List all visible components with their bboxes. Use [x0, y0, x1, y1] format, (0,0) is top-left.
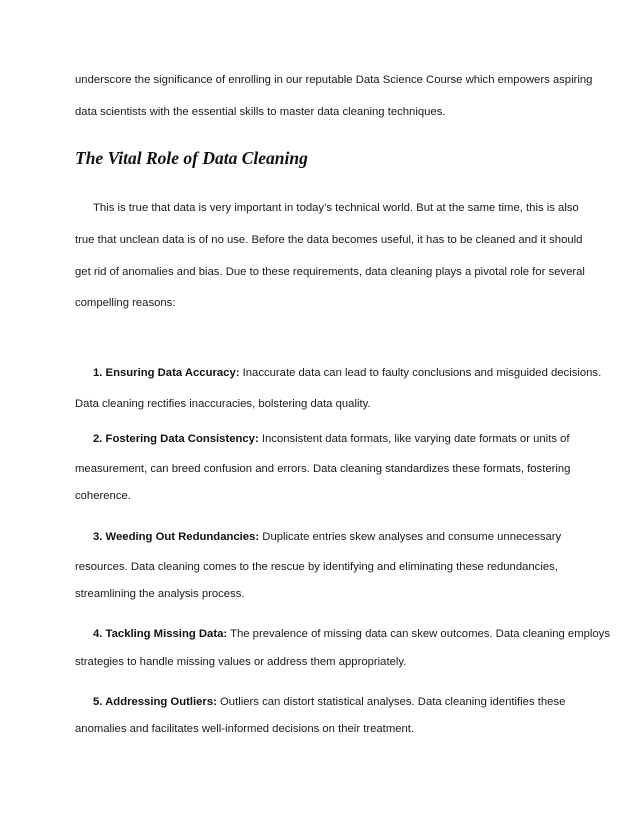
reason-4-title: 4. Tackling Missing Data:: [93, 628, 228, 640]
intro-line-1: underscore the significance of enrolling in our reputable Data Science Course which empowers aspiring: [75, 74, 593, 86]
reason-1-line-1: [93, 366, 601, 380]
reason-3-text-1: Duplicate entries skew analyses and consume unnecessary: [259, 531, 562, 543]
reason-2-line-2: measurement, can breed confusion and errors. Data cleaning standardizes these formats, fostering: [75, 463, 571, 475]
reason-5-line-1: [93, 695, 565, 709]
reason-4-line-1: [93, 627, 610, 641]
reason-1-text-1: Inaccurate data can lead to faulty conclusions and misguided decisions.: [239, 367, 602, 379]
reason-2-text-1: Inconsistent data formats, like varying date formats or units of: [258, 433, 570, 445]
paragraph-line-4: compelling reasons:: [75, 297, 176, 309]
reason-3-title: 3. Weeding Out Redundancies:: [93, 531, 260, 543]
reason-5-title: 5. Addressing Outliers:: [93, 696, 217, 708]
reason-5-line-2: anomalies and facilitates well-informed decisions on their treatment.: [75, 723, 415, 735]
paragraph-line-3: get rid of anomalies and bias. Due to these requirements, data cleaning plays a pivotal role for several: [75, 266, 585, 278]
reason-4-line-2: strategies to handle missing values or address them appropriately.: [75, 656, 407, 668]
paragraph-line-1: This is true that data is very important in today’s technical world. But at the same time, this is also: [93, 202, 579, 214]
reason-2-line-3: coherence.: [75, 490, 131, 502]
reason-1-line-2: Data cleaning rectifies inaccuracies, bolstering data quality.: [75, 398, 371, 410]
reason-5-text-1: Outliers can distort statistical analyses. Data cleaning identifies these: [216, 696, 566, 708]
reason-1-title: 1. Ensuring Data Accuracy:: [93, 367, 240, 379]
reason-2-line-1: [93, 432, 570, 446]
reason-3-line-3: streamlining the analysis process.: [75, 588, 245, 600]
reason-4-text-1: The prevalence of missing data can skew outcomes. Data cleaning employs: [227, 628, 610, 640]
intro-line-2: data scientists with the essential skills to master data cleaning techniques.: [75, 106, 446, 118]
paragraph-line-2: true that unclean data is of no use. Before the data becomes useful, it has to be cleaned and it should: [75, 234, 583, 246]
reason-3-line-2: resources. Data cleaning comes to the rescue by identifying and eliminating these redundancies,: [75, 561, 558, 573]
reason-2-title: 2. Fostering Data Consistency:: [93, 433, 259, 445]
reason-3-line-1: [93, 530, 561, 544]
section-heading: The Vital Role of Data Cleaning: [75, 148, 308, 168]
